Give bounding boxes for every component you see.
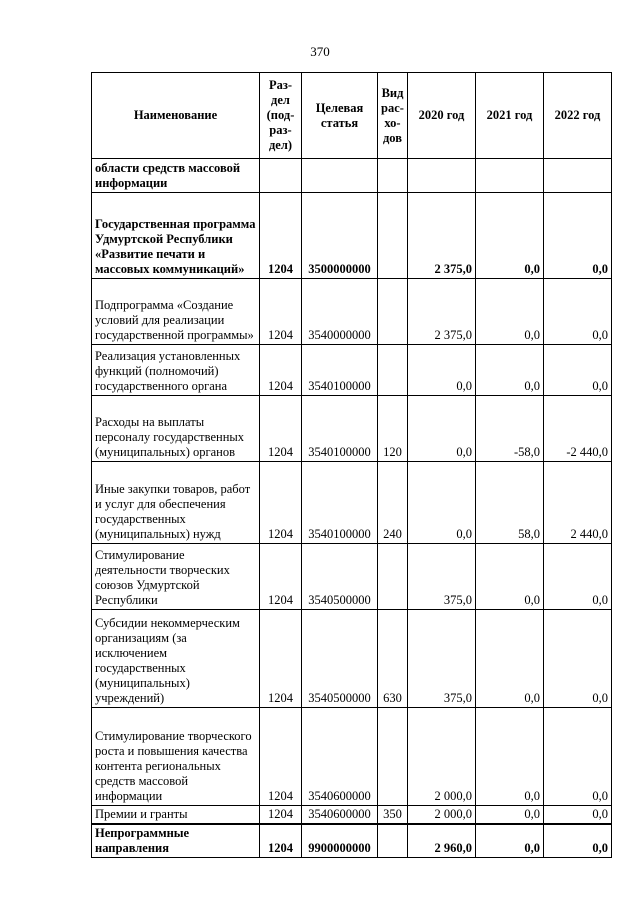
cell-razdel: 1204 [260,708,302,806]
cell-2021: 58,0 [476,462,544,544]
header-article: Целевая статья [302,73,378,159]
cell-2022: 0,0 [544,193,612,279]
table-row [92,610,612,708]
cell-razdel: 1204 [260,345,302,396]
cell-name: Государственная программа Удмуртской Республики «Развитие печати и массовых коммуникаций» [92,193,260,279]
cell-razdel: 1204 [260,396,302,462]
cell-vid [378,159,408,193]
cell-2021: 0,0 [476,279,544,345]
cell-vid: 350 [378,806,408,825]
cell-razdel: 1204 [260,806,302,825]
cell-razdel: 1204 [260,462,302,544]
page-number: 370 [310,44,330,59]
cell-vid [378,544,408,610]
table-row [92,462,612,544]
cell-2020: 2 960,0 [408,824,476,858]
cell-vid: 630 [378,610,408,708]
cell-2021: 0,0 [476,708,544,806]
cell-vid [378,193,408,279]
cell-2020: 0,0 [408,345,476,396]
cell-2020: 2 000,0 [408,708,476,806]
cell-2021 [476,159,544,193]
cell-2022: 2 440,0 [544,462,612,544]
cell-2022: 0,0 [544,824,612,858]
cell-2022 [544,159,612,193]
cell-name: Премии и гранты [92,806,260,825]
cell-article: 3540600000 [302,806,378,825]
cell-razdel: 1204 [260,824,302,858]
table-row [92,396,612,462]
cell-vid: 120 [378,396,408,462]
cell-2022: 0,0 [544,806,612,825]
cell-2022: -2 440,0 [544,396,612,462]
cell-vid [378,824,408,858]
cell-2022: 0,0 [544,345,612,396]
table-row [92,345,612,396]
header-name: Наименование [92,73,260,159]
cell-razdel: 1204 [260,279,302,345]
header-row [92,73,612,159]
cell-vid [378,279,408,345]
cell-name: Подпрограмма «Создание условий для реализации государственной программы» [92,279,260,345]
cell-2022: 0,0 [544,610,612,708]
cell-vid [378,708,408,806]
table-body [92,159,612,858]
cell-2021: 0,0 [476,544,544,610]
cell-name: Расходы на выплаты персоналу государственных (муниципальных) органов [92,396,260,462]
cell-article: 3540000000 [302,279,378,345]
header-vid: Вид рас- хо- дов [378,73,408,159]
header-razdel: Раз- дел (под- раз- дел) [260,73,302,159]
cell-vid: 240 [378,462,408,544]
table-row [92,193,612,279]
cell-name: Реализация установленных функций (полномочий) государственного органа [92,345,260,396]
cell-article: 9900000000 [302,824,378,858]
table-row [92,544,612,610]
table-row [92,708,612,806]
cell-2020 [408,159,476,193]
cell-razdel: 1204 [260,193,302,279]
cell-2022: 0,0 [544,708,612,806]
cell-name: Непрограммные направления [92,824,260,858]
cell-name: Иные закупки товаров, работ и услуг для обеспечения государственных (муниципальных) нужд [92,462,260,544]
cell-2022: 0,0 [544,279,612,345]
cell-2020: 2 375,0 [408,193,476,279]
table-row [92,824,612,858]
table-row [92,806,612,825]
cell-article: 3540500000 [302,544,378,610]
cell-2021: 0,0 [476,345,544,396]
cell-2020: 2 375,0 [408,279,476,345]
cell-2021: 0,0 [476,610,544,708]
cell-2020: 0,0 [408,462,476,544]
cell-2021: 0,0 [476,824,544,858]
header-2022: 2022 год [544,73,612,159]
cell-article: 3540100000 [302,345,378,396]
cell-name: Стимулирование деятельности творческих союзов Удмуртской Республики [92,544,260,610]
cell-article [302,159,378,193]
cell-name: Стимулирование творческого роста и повышения качества контента региональных средств массовой информации [92,708,260,806]
cell-article: 3540100000 [302,396,378,462]
cell-article: 3540500000 [302,610,378,708]
cell-article: 3540100000 [302,462,378,544]
table-row [92,159,612,193]
cell-vid [378,345,408,396]
header-2021: 2021 год [476,73,544,159]
cell-article: 3500000000 [302,193,378,279]
cell-article: 3540600000 [302,708,378,806]
cell-2021: 0,0 [476,806,544,825]
cell-2021: -58,0 [476,396,544,462]
cell-razdel: 1204 [260,544,302,610]
cell-2020: 375,0 [408,544,476,610]
cell-2020: 375,0 [408,610,476,708]
cell-2020: 2 000,0 [408,806,476,825]
cell-2021: 0,0 [476,193,544,279]
cell-name: Субсидии некоммерческим организациям (за исключением государственных (муниципальных) учреждений) [92,610,260,708]
cell-2020: 0,0 [408,396,476,462]
cell-razdel: 1204 [260,610,302,708]
cell-razdel [260,159,302,193]
cell-2022: 0,0 [544,544,612,610]
table-row [92,279,612,345]
budget-table [91,72,612,858]
cell-name: области средств массовой информации [92,159,260,193]
header-2020: 2020 год [408,73,476,159]
